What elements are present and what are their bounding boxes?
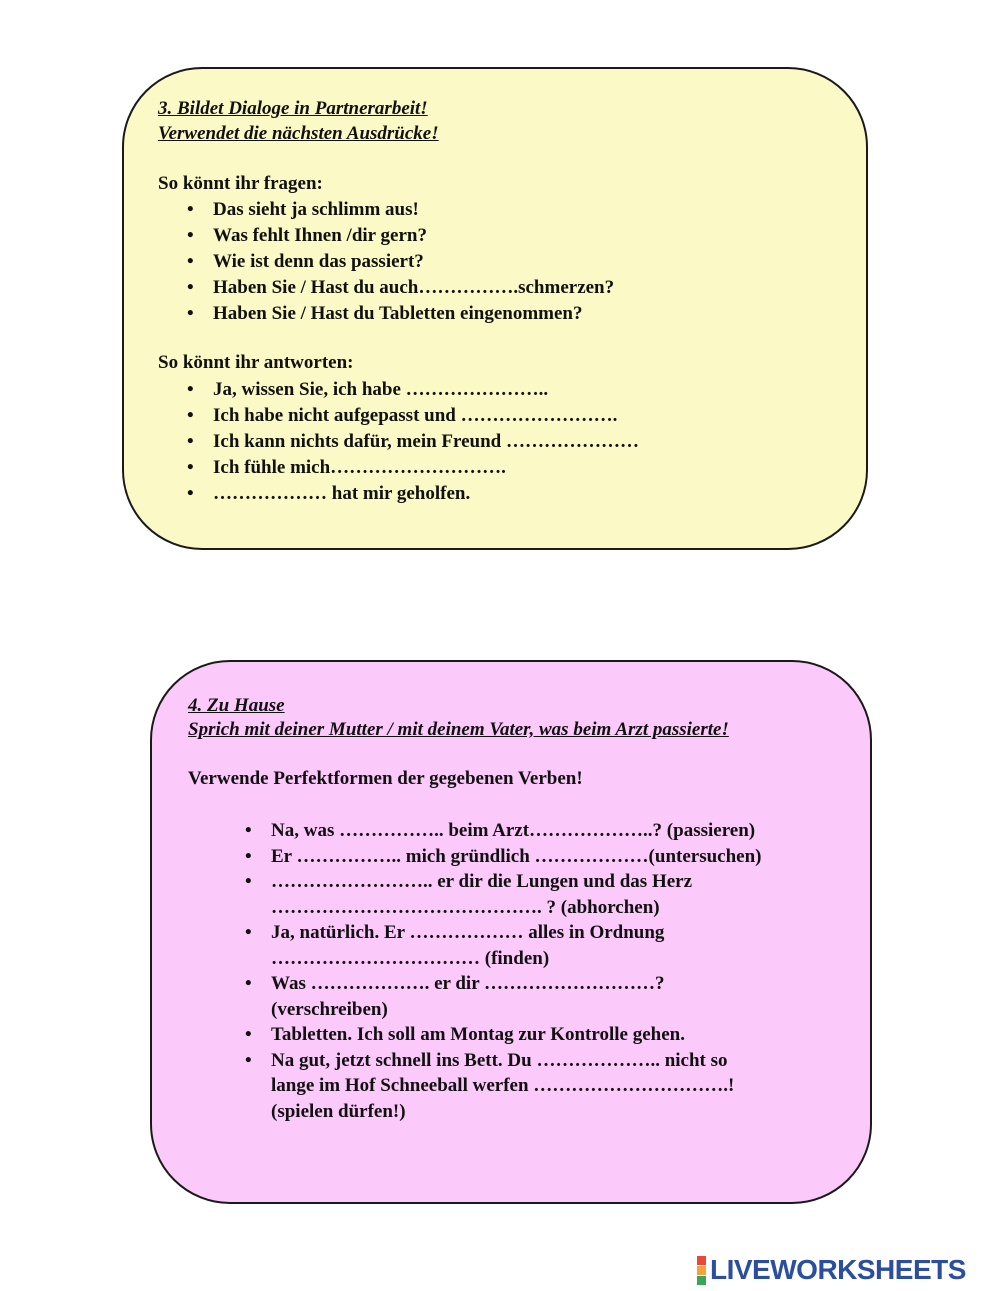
- dialogue-line: • …………………….. er dir die Lungen und das Herz: [271, 871, 693, 892]
- dialogue-item: [271, 844, 762, 870]
- dialogue-line: • Er …………….. mich gründlich ………………(untersuchen): [271, 845, 762, 867]
- answer-item: • ……………… hat mir geholfen.: [213, 481, 639, 507]
- logo-square: [697, 1256, 706, 1265]
- exercise-3-title: 3. Bildet Dialoge in Partnerarbeit!: [158, 98, 428, 119]
- dialogue-line: • Ja, natürlich. Er ……………… alles in Ordnung: [271, 922, 665, 943]
- dialogue-item: [271, 1022, 762, 1048]
- answer-item: • Ich habe nicht aufgepasst und …………………….: [213, 403, 639, 429]
- logo-text: LIVEWORKSHEETS: [710, 1254, 966, 1285]
- ask-item: • Was fehlt Ihnen /dir gern?: [213, 223, 614, 249]
- answer-list: [213, 377, 639, 507]
- exercise-4-subtitle: Sprich mit deiner Mutter / mit deinem Vater, was beim Arzt passierte!: [188, 719, 729, 740]
- ask-list: [213, 197, 614, 327]
- dialogue-line: (spielen dürfen!): [271, 1100, 406, 1122]
- dialogue-line: lange im Hof Schneeball werfen ………………………….!: [271, 1075, 735, 1096]
- logo-squares-icon: [697, 1256, 706, 1285]
- logo-square: [697, 1266, 706, 1275]
- dialogue-item: [271, 920, 762, 971]
- answer-item: • Ich fühle mich……………………….: [213, 455, 639, 481]
- dialogue-item: [271, 869, 762, 920]
- dialogue-line: • Was ………………. er dir ………………………?: [271, 973, 665, 994]
- dialogue-line: (verschreiben): [271, 998, 388, 1020]
- answer-heading: So könnt ihr antworten:: [158, 352, 354, 373]
- dialogue-line: • Na, was …………….. beim Arzt………………..? (passieren): [271, 820, 756, 841]
- dialogue-line: ……………………………………. ? (abhorchen): [271, 896, 660, 918]
- ask-item: • Wie ist denn das passiert?: [213, 249, 614, 275]
- answer-item: • Ich kann nichts dafür, mein Freund …………………: [213, 429, 639, 455]
- exercise-3-subtitle: Verwendet die nächsten Ausdrücke!: [158, 123, 439, 144]
- dialogue-item: [271, 1048, 762, 1125]
- exercise-4-title: 4. Zu Hause: [188, 695, 285, 716]
- dialogue-line: …………………………… (finden): [271, 947, 550, 969]
- dialogue-line: • Tabletten. Ich soll am Montag zur Kontrolle gehen.: [271, 1024, 685, 1045]
- answer-item: • Ja, wissen Sie, ich habe …………………..: [213, 377, 639, 403]
- ask-item: • Das sieht ja schlimm aus!: [213, 197, 614, 223]
- dialogue-item: [271, 818, 762, 844]
- exercise-4-instruction: Verwende Perfektformen der gegebenen Verben!: [188, 768, 583, 789]
- liveworksheets-logo: [697, 1254, 997, 1286]
- dialogue-item: [271, 971, 762, 1022]
- ask-item: • Haben Sie / Hast du auch…………….schmerzen?: [213, 275, 614, 301]
- logo-square: [697, 1276, 706, 1285]
- ask-item: • Haben Sie / Hast du Tabletten eingenommen?: [213, 301, 614, 327]
- ask-heading: So könnt ihr fragen:: [158, 173, 323, 194]
- dialogue-line: • Na gut, jetzt schnell ins Bett. Du ……………….. nicht so: [271, 1049, 728, 1071]
- dialogue-list: [271, 818, 762, 1124]
